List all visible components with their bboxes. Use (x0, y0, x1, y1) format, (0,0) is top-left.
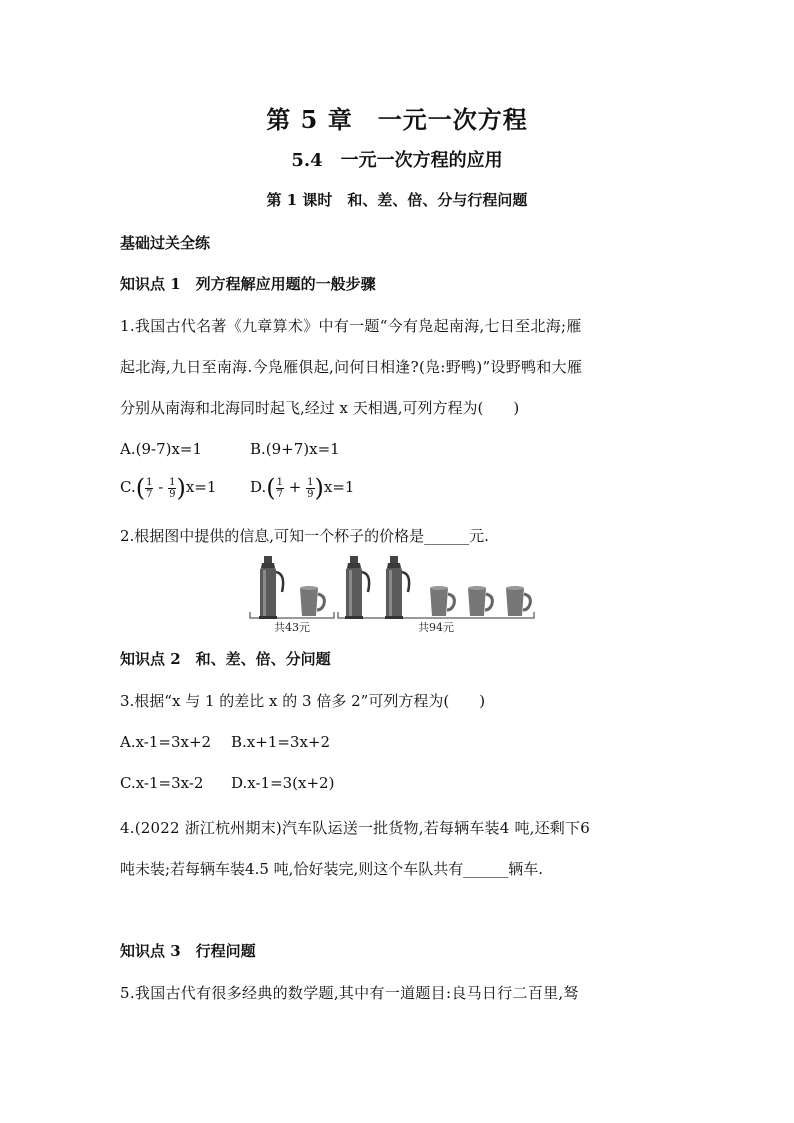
question-4-line-2: 吨未装;若每辆车装4.5 吨,恰好装完,则这个车队共有______辆车. (120, 860, 543, 878)
question-5-line-1: 5.我国古代有很多经典的数学题,其中有一道题目:良马日行二百里,驽 (120, 984, 579, 1002)
fraction (276, 477, 284, 500)
option-c-suffix: x=1 (185, 478, 217, 496)
denominator: 9 (169, 488, 176, 500)
option-d-prefix: D. (250, 478, 267, 496)
section-title: 5.4 一元一次方程的应用 (291, 150, 503, 171)
q1-option-c (120, 474, 216, 502)
numerator: 1 (276, 476, 284, 488)
q3-option-b: B.x+1=3x+2 (231, 733, 331, 751)
cup-icon (506, 586, 530, 616)
fraction (306, 477, 314, 500)
left-paren: ( (266, 474, 276, 502)
figure-label-right: 共94元 (418, 621, 454, 634)
denominator: 7 (146, 488, 153, 500)
q1-option-a: A.(9-7)x=1 (120, 440, 203, 458)
cup-icon (300, 586, 324, 616)
cup-icon (430, 586, 454, 616)
q1-option-b: B.(9+7)x=1 (250, 440, 340, 458)
figure-label-left: 共43元 (274, 621, 310, 634)
thermos-icon (385, 556, 409, 619)
numerator: 1 (307, 476, 314, 488)
knowledge-point-3-title: 知识点 3 行程问题 (120, 942, 256, 960)
right-paren: ) (314, 474, 324, 502)
question-4-line-1: 4.(2022 浙江杭州期末)汽车队运送一批货物,若每辆车装4 吨,还剩下6 (120, 819, 590, 837)
operator: + (284, 478, 307, 496)
question-2: 2.根据图中提供的信息,可知一个杯子的价格是______元. (120, 527, 489, 545)
numerator: 1 (169, 476, 176, 488)
denominator: 7 (276, 488, 284, 500)
numerator: 1 (146, 476, 153, 488)
q3-option-c: C.x-1=3x-2 (120, 774, 204, 792)
denominator: 9 (307, 488, 314, 500)
lesson-title: 第 1 课时 和、差、倍、分与行程问题 (266, 191, 528, 209)
question-1-line-1: 1.我国古代名著《九章算术》中有一题“今有凫起南海,七日至北海;雁 (120, 317, 582, 335)
question-1-line-2: 起北海,九日至南海.今凫雁俱起,问何日相逢?(凫:野鸭)”设野鸭和大雁 (120, 358, 583, 376)
right-paren: ) (176, 474, 186, 502)
q1-option-d (250, 474, 354, 502)
option-c-prefix: C. (120, 478, 136, 496)
question-1-line-3: 分别从南海和北海同时起飞,经过 x 天相遇,可列方程为( ) (120, 399, 520, 417)
thermos-cup-figure (248, 548, 548, 638)
thermos-icon (259, 556, 283, 619)
knowledge-point-2-title: 知识点 2 和、差、倍、分问题 (120, 650, 331, 668)
part-heading: 基础过关全练 (120, 234, 211, 252)
q3-option-d: D.x-1=3(x+2) (231, 774, 335, 792)
option-d-suffix: x=1 (323, 478, 355, 496)
question-3: 3.根据“x 与 1 的差比 x 的 3 倍多 2”可列方程为( ) (120, 692, 486, 710)
chapter-title: 第 5 章 一元一次方程 (266, 105, 528, 134)
q3-option-a: A.x-1=3x+2 (120, 733, 212, 751)
knowledge-point-1-title: 知识点 1 列方程解应用题的一般步骤 (120, 275, 376, 293)
operator: - (153, 478, 169, 496)
thermos-icon (345, 556, 369, 619)
cup-icon (468, 586, 492, 616)
left-paren: ( (135, 474, 146, 502)
